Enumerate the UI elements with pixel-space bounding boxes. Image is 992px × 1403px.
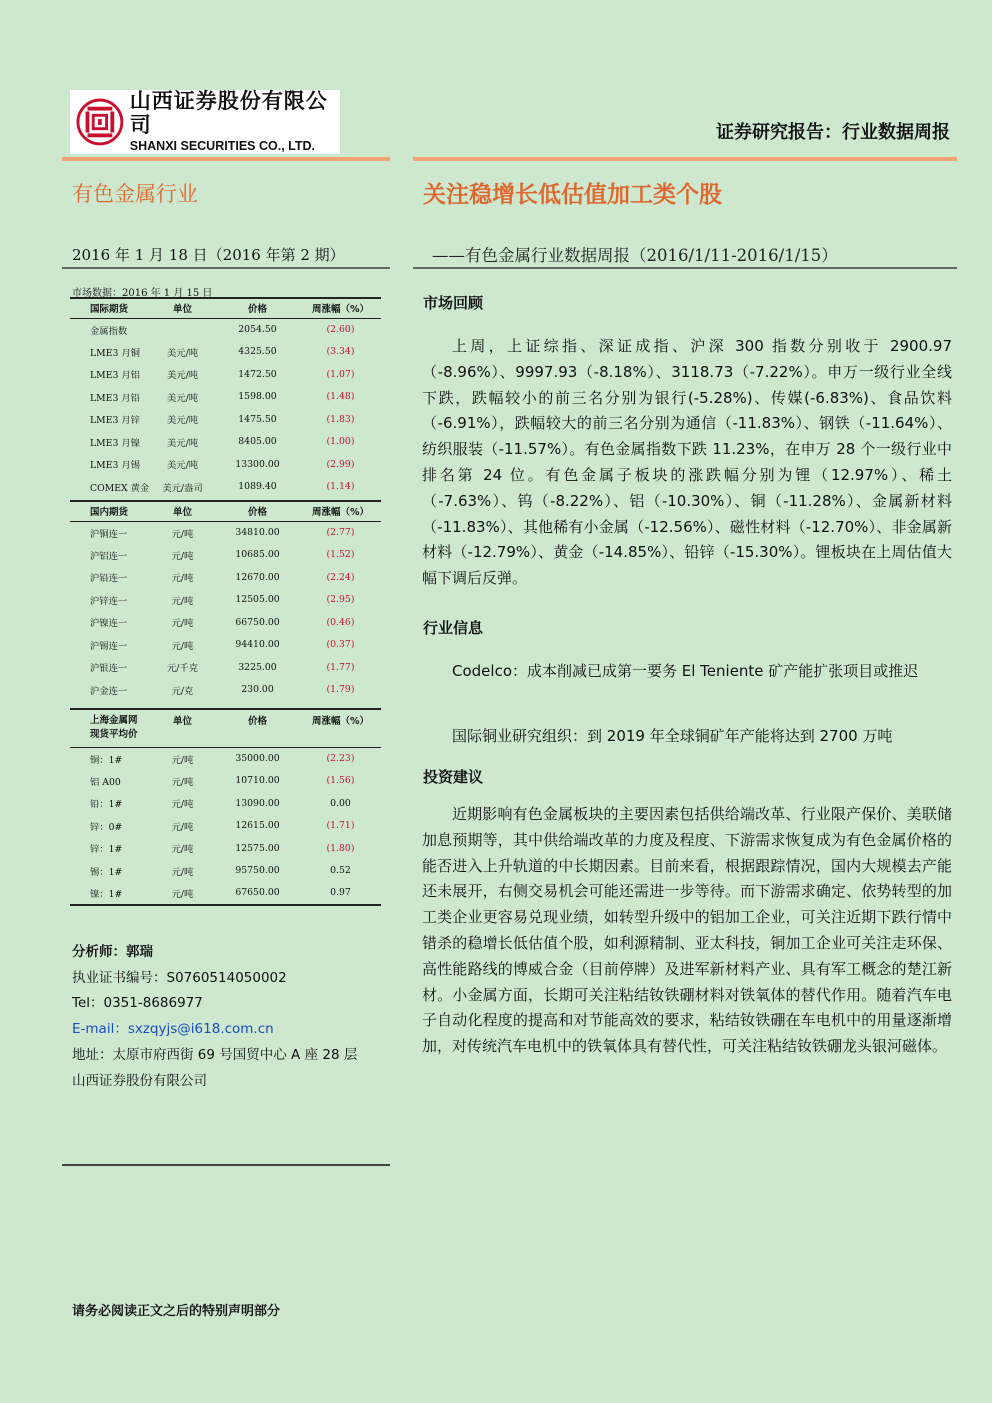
company-name-cn: 山西证券股份有限公司 — [129, 89, 328, 137]
table-row — [70, 521, 381, 544]
analyst-address: 地址：太原市府西街 69 号国贸中心 A 座 28 层 — [72, 1046, 358, 1063]
col-header-price: 价格 — [215, 298, 300, 318]
cell-name: 锌：1# — [90, 844, 123, 856]
col-header-unit: 单位 — [150, 709, 215, 747]
cell-name: LME3 月铝 — [90, 370, 140, 382]
cell-name: 铝 A00 — [90, 776, 121, 788]
cell-name: LME3 月镍 — [90, 437, 140, 449]
cell-unit: 元/吨 — [171, 821, 194, 833]
cell-unit: 元/吨 — [171, 595, 194, 607]
cell-unit: 美元/吨 — [166, 392, 199, 404]
cell-name: 沪锌连一 — [90, 595, 128, 607]
cell-change: (1.00) — [326, 436, 355, 448]
col-header-price: 价格 — [215, 709, 300, 747]
table-row — [70, 589, 381, 612]
table-row — [70, 747, 381, 770]
cell-name: 沪镍连一 — [90, 618, 128, 630]
cell-change: (1.80) — [326, 842, 355, 854]
report-type: 证券研究报告：行业数据周报 — [716, 122, 950, 143]
market-data-date: 市场数据：2016 年 1 月 15 日 — [72, 288, 213, 299]
cell-price: 94410.00 — [235, 639, 280, 651]
col-header-name: 国际期货 — [70, 298, 150, 318]
table-row — [70, 431, 381, 454]
cell-name: 锌：0# — [90, 821, 123, 833]
issue-date: 2016 年 1 月 18 日（2016 年第 2 期） — [72, 246, 345, 264]
col-header-unit: 单位 — [150, 298, 215, 318]
industry-title: 有色金属行业 — [72, 182, 198, 206]
cell-unit: 元/吨 — [171, 776, 194, 788]
analyst-name: 分析师：郭瑞 — [72, 944, 153, 960]
cell-change: (2.24) — [326, 571, 355, 583]
col-header-price: 价格 — [215, 501, 300, 521]
market-review-text: 上周，上证综指、深证成指、沪深 300 指数分别收于 2900.97（-8.96%）、9997.93（-8.18%）、3118.73（-7.22%）。申万一级行业全线下跌，跌幅较小的前三名分别为银行(-5.28%)、传媒(-6.83%)、食品饮料（-6.91%），跌幅较大的前三名分别为通信（-11.83%）、钢铁（-11.64%）、纺织服装（-11.57%）。有色金属指数下跌 11.23%，在申万 28 个一级行业中排名第 24 位。有色金属子板块的涨跌幅分别为锂（12.97%）、稀土（-7.63%）、钨（-8.22%）、铝（-10.30%）、铜（-11.28%）、金属新材料（-11.83%）、其他稀有小金属（-12.56%）、磁性材料（-12.70%）、非金属新材料（-12.79%）、黄金（-14.85%）、铅锌（-15.30%）。锂板块在上周估值大幅下调后反弹。 — [422, 337, 952, 588]
cell-price: 12670.00 — [235, 571, 280, 583]
cell-unit: 元/吨 — [171, 573, 194, 585]
cell-name: 铜：1# — [90, 754, 123, 766]
table-row — [70, 408, 381, 431]
cell-price: 12575.00 — [235, 842, 280, 854]
company-name-en: SHANXI SECURITIES CO., LTD. — [129, 139, 315, 153]
table-row — [70, 611, 381, 634]
table-header-row — [70, 298, 381, 318]
cell-unit: 元/千克 — [166, 663, 199, 675]
cell-price: 12505.00 — [235, 594, 280, 606]
intl-futures-table — [70, 297, 381, 498]
cell-price: 95750.00 — [235, 865, 280, 877]
cell-unit: 元/吨 — [171, 618, 194, 630]
company-logo — [70, 90, 340, 154]
divider-bottom-left — [62, 1164, 390, 1166]
cell-price: 35000.00 — [235, 753, 280, 764]
spot-price-table — [70, 708, 381, 906]
cell-unit: 元/吨 — [171, 844, 194, 856]
cell-change: (1.71) — [326, 820, 355, 832]
table-row — [70, 544, 381, 567]
cell-name: 铅：1# — [90, 799, 123, 811]
table-row — [70, 679, 381, 702]
cell-price: 4325.50 — [238, 346, 277, 358]
section-title-industry: 行业信息 — [423, 619, 484, 637]
analyst-email[interactable]: E-mail：sxzqyjs@i618.com.cn — [72, 1021, 274, 1038]
table-row — [70, 453, 381, 476]
company-emblem-icon — [76, 97, 124, 147]
cell-unit: 美元/吨 — [166, 460, 199, 472]
cell-change: 0.52 — [330, 865, 351, 877]
cell-name: LME3 月锌 — [90, 415, 140, 427]
cell-name: 沪银连一 — [90, 663, 128, 675]
col-header-unit: 单位 — [150, 501, 215, 521]
table-row — [70, 341, 381, 364]
cell-unit: 美元/盎司 — [162, 482, 203, 494]
cell-change: (1.77) — [326, 661, 355, 673]
cell-name: 锡：1# — [90, 866, 123, 878]
table-row — [70, 837, 381, 860]
table-row — [70, 363, 381, 386]
cell-price: 13300.00 — [235, 458, 280, 470]
col-header-change: 周涨幅（%） — [300, 501, 381, 521]
cell-price: 13090.00 — [235, 797, 280, 809]
cell-price: 3225.00 — [238, 661, 277, 673]
col-header-name: 上海金属网 现货平均价 — [70, 709, 150, 747]
accent-bar-left — [62, 157, 390, 161]
cell-unit: 元/吨 — [171, 550, 194, 562]
cell-price: 1598.00 — [238, 391, 277, 403]
cell-unit: 元/吨 — [171, 528, 194, 540]
cell-price: 10685.00 — [235, 549, 280, 561]
cell-name: 沪铜连一 — [90, 528, 128, 540]
analyst-info — [72, 940, 357, 1094]
cell-price: 1472.50 — [238, 368, 277, 380]
table-row — [70, 792, 381, 815]
table-row — [70, 860, 381, 883]
cell-change: (2.99) — [326, 458, 355, 470]
section-title-invest: 投资建议 — [423, 768, 484, 786]
cell-change: (3.34) — [326, 346, 355, 358]
cell-price: 34810.00 — [235, 527, 280, 538]
cell-change: (1.07) — [326, 368, 355, 380]
cell-name: 沪铅连一 — [90, 573, 128, 585]
industry-news-2: 国际铜业研究组织：到 2019 年全球铜矿年产能将达到 2700 万吨 — [452, 727, 893, 745]
cell-change: (2.95) — [326, 594, 355, 606]
cell-change: (1.56) — [326, 775, 355, 787]
table-row — [70, 318, 381, 341]
cell-change: (2.60) — [326, 324, 355, 335]
table-body — [70, 521, 381, 701]
accent-bar-right — [413, 157, 957, 161]
report-headline: 关注稳增长低估值加工类个股 — [423, 182, 722, 208]
table-row — [70, 815, 381, 838]
table-row — [70, 566, 381, 589]
cell-price: 10710.00 — [235, 775, 280, 787]
cell-unit: 元/吨 — [171, 640, 194, 652]
cell-unit: 元/吨 — [171, 754, 194, 766]
cell-unit — [150, 318, 215, 341]
cell-name: LME3 月铅 — [90, 392, 140, 404]
cell-unit: 美元/吨 — [166, 347, 199, 359]
cell-price: 230.00 — [241, 684, 274, 696]
table-body — [70, 747, 381, 905]
table-row — [70, 476, 381, 499]
cell-name: 沪金连一 — [90, 685, 128, 697]
cell-name: 镍：1# — [90, 888, 123, 900]
cell-unit: 美元/吨 — [166, 415, 199, 427]
table-row — [70, 386, 381, 409]
table-row — [70, 656, 381, 679]
cell-change: (1.14) — [326, 481, 355, 493]
col-header-name: 国内期货 — [70, 501, 150, 521]
cell-change: 0.97 — [330, 887, 351, 899]
section-title-market: 市场回顾 — [423, 294, 484, 312]
cell-price: 66750.00 — [235, 616, 280, 628]
cell-price: 8405.00 — [238, 436, 277, 448]
cell-price: 1089.40 — [238, 481, 277, 493]
cell-change: 0.00 — [330, 797, 351, 809]
cell-unit: 元/吨 — [171, 888, 194, 900]
cell-name: COMEX 黄金 — [90, 482, 150, 494]
investment-advice-text: 近期影响有色金属板块的主要因素包括供给端改革、行业限产保价、美联储加息预期等，其中供给端改革的力度及程度、下游需求恢复成为有色金属价格的能否进入上升轨道的中长期因素。目前来看，根据跟踪情况，国内大规模去产能还未展开，右侧交易机会可能还需进一步等待。而下游需求确定、依势转型的加工类企业更容易兑现业绩，如转型升级中的铝加工企业，可关注近期下跌行情中错杀的稳增长低估值个股，如利源精制、亚太科技，铜加工企业可关注走环保、高性能路线的博威合金（目前停牌）及进军新材料产业、具有军工概念的楚江新材。小金属方面，长期可关注粘结钕铁硼材料对铁氧体的替代作用。随着汽车电子自动化程度的提高和对节能高效的要求，粘结钕铁硼在车电机中的用量逐渐增加，对传统汽车电机中的铁氧体具有替代性，可关注粘结钕铁硼龙头银河磁体。 — [422, 805, 952, 1056]
cell-unit: 元/吨 — [171, 866, 194, 878]
cell-name: 沪铝连一 — [90, 550, 128, 562]
analyst-cert: 执业证书编号：S0760514050002 — [72, 969, 287, 986]
divider-right — [413, 267, 957, 269]
table-row — [70, 882, 381, 905]
domestic-futures-table — [70, 500, 381, 701]
table-header-row — [70, 709, 381, 747]
cell-change: (1.83) — [326, 413, 355, 425]
report-subtitle: ——有色金属行业数据周报（2016/1/11-2016/1/15） — [432, 246, 838, 265]
cell-name: 金属指数 — [90, 325, 128, 337]
table-row — [70, 634, 381, 657]
cell-price: 2054.50 — [238, 324, 277, 335]
analyst-company: 山西证券股份有限公司 — [72, 1072, 207, 1089]
cell-name: LME3 月铜 — [90, 347, 140, 359]
cell-change: (2.23) — [326, 753, 355, 764]
table-body — [70, 318, 381, 498]
cell-change: (1.79) — [326, 684, 355, 696]
industry-news-1: Codelco：成本削减已成第一要务 El Teniente 矿产能扩张项目或推迟 — [452, 662, 919, 680]
cell-price: 1475.50 — [238, 413, 277, 425]
cell-unit: 美元/吨 — [166, 437, 199, 449]
table-header-row — [70, 501, 381, 521]
divider-left — [62, 267, 390, 269]
cell-name: 沪锡连一 — [90, 640, 128, 652]
cell-change: (0.37) — [326, 639, 355, 651]
cell-unit: 元/克 — [171, 685, 194, 697]
cell-change: (2.77) — [326, 527, 355, 538]
disclaimer-note: 请务必阅读正文之后的特别声明部分 — [72, 1304, 281, 1319]
cell-unit: 元/吨 — [171, 799, 194, 811]
cell-change: (1.48) — [326, 391, 355, 403]
cell-change: (0.46) — [326, 616, 355, 628]
cell-change: (1.52) — [326, 549, 355, 561]
col-header-change: 周涨幅（%） — [300, 298, 381, 318]
cell-name: LME3 月锡 — [90, 460, 140, 472]
table-row — [70, 770, 381, 793]
cell-price: 12615.00 — [235, 820, 280, 832]
cell-unit: 美元/吨 — [166, 370, 199, 382]
analyst-tel: Tel：0351-8686977 — [72, 995, 203, 1012]
cell-price: 67650.00 — [235, 887, 280, 899]
col-header-change: 周涨幅（%） — [300, 709, 381, 747]
